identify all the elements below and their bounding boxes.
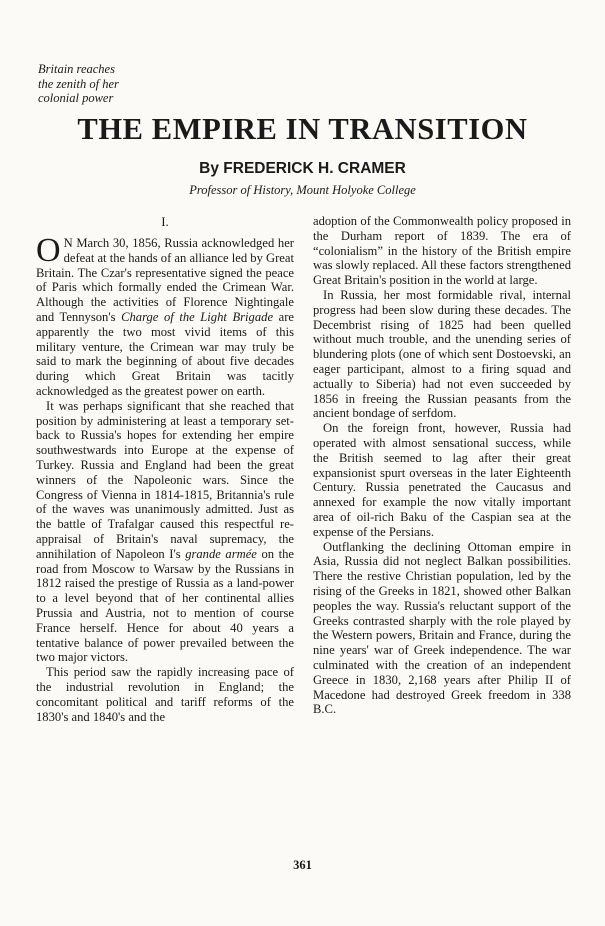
drop-cap: O [36, 232, 61, 269]
tagline-line: the zenith of her [38, 76, 119, 91]
section-number: I. [161, 214, 169, 229]
paragraph: In Russia, her most formidable rival, internal progress had been slow during these decades. The Decembrist rising of 1825 had been quelled without much trouble, and the unending series of blundering plots (one of which sent Dostoevski, an eager participant, almost to a firing squad and actually to Siberia) had not even succeeded by 1856 in freeing the Russian peasants from the ancient bondage of serfdom. [313, 287, 571, 421]
paragraph: On the foreign front, however, Russia had operated with almost sensational success, while the British seemed to lag after their great expansionist spurt overseas in the later Eighteenth Century. Russia penetrated the Caucasus and annexed for example the now vitally important area of oil-rich Baku of the Caspian sea at the expense of the Persians. [313, 421, 571, 539]
paragraph: adoption of the Commonwealth policy proposed in the Durham report of 1839. The era of “colonialism” in the history of the British empire was slowly replaced. All these factors strengthened Great Britain's position in the world at large. [313, 214, 571, 288]
byline: By FREDERICK H. CRAMER [199, 160, 406, 177]
paragraph [36, 399, 294, 665]
paragraph: This period saw the rapidly increasing pace of the industrial revolution in England; the concomitant political and tariff reforms of the 1830's and 1840's and the [36, 665, 294, 724]
tagline-line: colonial power [38, 91, 114, 105]
tagline [38, 62, 238, 106]
paragraph-text: N March 30, 1856, Russia acknowledged her defeat at the hands of an alliance led by Great Britain. The Czar's representative signed the peace of Paris which formally ended the Crimean War. Although the activities of Florence Nightingale and Tennyson's [36, 236, 294, 324]
author-affiliation: Professor of History, Mount Holyoke College [189, 183, 416, 197]
paragraph: Outflanking the declining Ottoman empire in Asia, Russia did not neglect Balkan possibilities. There the restive Christian population, led by the rising of the Greeks in 1821, showed other Balkan peoples the way. Russia's reluctant support of the Greeks contrasted sharply with the role played by the Western powers, Britain and France, during the nine years' war of Greek independence. The war culminated with the creation of an independent Greece in 1830, 2,168 years after Philip II of Macedone had destroyed Greek freedom in 338 B.C. [313, 539, 571, 717]
paragraph-text: are apparently the two most vivid items of this military venture, the Crimean war may truly be said to mark the beginning of about five decades during which Great Britain was tacitly acknowledged as the greatest power on earth. [36, 309, 294, 398]
paragraph-text: on the road from Moscow to Warsaw by the Russians in 1812 raised the prestige of Russia as a land-power to a level beyond that of her continental allies Prussia and Austria, not to mention of course France herself. Hence for about 40 years a tentative balance of power prevailed between the two major victors. [36, 546, 294, 665]
article-title: THE EMPIRE IN TRANSITION [77, 112, 528, 146]
paragraph-text: It was perhaps significant that she reached that position by administering at least a temporary set-back to Russia's hopes for extending her empire southwestwards into Europe at the expense of Turkey. Russia and England had been the great winners of the Napoleonic wars. Since the Congress of Vienna in 1814-1815, Britannia's rule of the waves was unanimously admitted. Just as the battle of Trafalgar caused this respectful re-appraisal of Britain's naval supremacy, the annihilation of Napoleon I's [36, 398, 294, 561]
emphasis-text: Charge of the Light Brigade [121, 309, 274, 324]
page-number: 361 [293, 858, 312, 872]
emphasis-text: grande armée [185, 546, 257, 561]
right-column [313, 214, 571, 717]
tagline-line: Britain reaches [38, 62, 115, 76]
paragraph [36, 232, 294, 399]
left-column [36, 215, 294, 724]
